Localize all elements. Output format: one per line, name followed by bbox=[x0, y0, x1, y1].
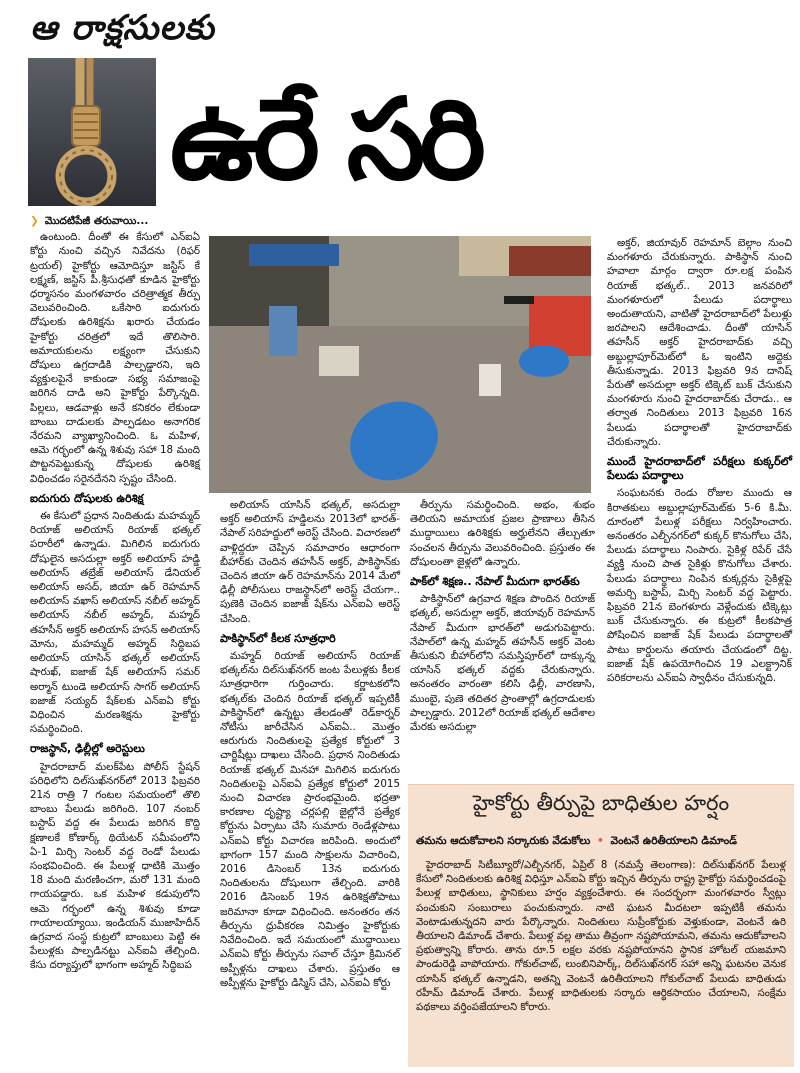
subheading: ముందే హైదరాబాద్‌లో పరీక్షలు కుక్కర్‌లో పేలుడు పదార్థాలు bbox=[607, 455, 792, 483]
subheading: రాజస్థాన్, ఢిల్లీల్లో అరెస్టులు bbox=[30, 742, 145, 756]
subheading: పాకిస్థాన్‌లో కీలక సూత్రధారి bbox=[220, 631, 336, 645]
paragraph: అక్తర్, జియావుర్ రెహమాన్ బెల్గాం నుంచి మంగళూరు చేరుకున్నారు. పాకిస్థాన్ నుంచి హవాలా మార్గం ద్వారా రూ.లక్ష పంపిన రియాజ్ భత్కల్.. 2013 జనవరిలో మంగళూరులో పేలుడు పదార్థాలు అందుతాయని, వాటితో హైదరాబాద్‌లో పేలుళ్లు జరపాలని ఆదేశించాడు. దీంతో యాసిన్ తహసీన్ అక్తర్ హైదరాబాద్‌కు వచ్చి అబ్దుల్లాపూర్‌మెట్‌లో ఓ ఇంటిని అద్దెకు తీసుకున్నాడు. 2013 ఫిబ్రవరి 9న దానిష్ పేరుతో అసదుల్లా అక్తర్ టిక్కెట్ బుక్ చేసుకుని మంగళూరు నుంచి హైదరాబాద్‌కు చేరాడు.. ఆ తర్వాత నిందితులు 2013 ఫిబ్రవరి 16న పేలుడు పదార్థాలతో హైదరాబాద్‌కు చేరుకున్నారు. bbox=[607, 237, 792, 448]
noose-image bbox=[28, 58, 156, 206]
noose-icon bbox=[28, 58, 156, 206]
paragraph: తీర్పును సమర్థించింది. అభం, శుభం తెలియని అమాయక ప్రజల ప్రాణాలు తీసిన ముద్దాయిలు ఉరిశిక్షకు అర్హులేనని తేల్చుతూ సంచలన తీర్పును వెలువరించింది. ప్రస్తుతం ఈ దోషులంతా జైళ్లలో ఉన్నారు. bbox=[410, 499, 595, 568]
box-title: హైకోర్టు తీర్పుపై బాధితుల హర్షం bbox=[472, 791, 730, 815]
blast-site-photo bbox=[209, 236, 591, 493]
paragraph: అలియాస్ యాసిన్ భత్కల్, అసదుల్లా అక్తర్ అలియాస్ హడ్డిలను 2013లో భారత్-నేపాల్ సరిహద్దులో అరెస్ట్ చేసింది. విచారణలో వాళ్లిద్దరూ చెప్పిన సమాచారం ఆధారంగా బీహార్‌కు చెందిన తహసీన్ అక్తర్, పాకిస్థాన్‌కు చెందిన జియా ఉర్ రెహమాన్‌ను 2014 మేలో ఢిల్లీ పోలీసులు రాజస్థాన్‌లో అరెస్ట్ చేయగా.. పుణెకి చెందిన ఐజాజ్ షేక్‌ను ఎన్ఐఏ అరెస్ట్ చేసింది. bbox=[220, 499, 400, 625]
paragraph: ఉంటుంది. దీంతో ఈ కేసులో ఎన్ఐఏ కోర్టు నుంచి వచ్చిన నివేదను (రిఫర్ ట్రయల్) హైకోర్టు ఆమోదిస్తూ జస్టిస్ కే లక్ష్మణ్, జస్టిస్ పీ.శ్రీసుధతో కూడిన హైకోర్టు ధర్మాసనం మంగళవారం చరిత్రాత్మక తీర్పు వెలువరించింది. ఒకేసారి ఐదుగురు దోషులకు ఉరిశిక్షను ఖరారు చేయడం హైకోర్టు చరిత్రలో ఇదే తొలిసారి. అమాయకులను లక్ష్యంగా చేసుకుని దోషులు ఉగ్రదాడికి పాల్పడ్డారని, ఇది వ్యక్తులపైనే కాకుండా సభ్య సమాజంపై జరిగిన దాడి అని హైకోర్టు పేర్కొన్నది. పిల్లలు, ఆడవాళ్లు అనే కనికరం లేకుండా బాంబు దాడులకు పాల్పడటం అనాగరిక నేరమని వ్యాఖ్యానించింది. ఓ మహిళ, ఆమె గర్భంలో ఉన్న శిశువు సహా 18 మంది పొట్టనపెట్టుకున్న దోషులకు ఉరిశిక్ష విధించడం సరైనదేనని స్పష్టం చేసింది. bbox=[30, 231, 200, 485]
paragraph: సంఘటనకు రెండు రోజుల ముందు ఆ కిరాతకులు అబ్దుల్లాపూర్‌మెట్‌కు 5-6 కి.మీ. దూరంలో పేలుళ్ల పరీక్షలు నిర్వహించారు. అనంతరం ఎల్బీనగర్‌లో కుక్కర్ కొనుగోలు చేసి, పేలుడు పదార్థాలు నింపారు. సైకిళ్ల రిపేర్ చేసే వ్యక్తి నుంచి పాత సైకిళ్లు కొనుగోలు చేశారు. పేలుడు పదార్థాలు నింపిన కుక్కర్లను సైకిళ్లపై అమర్చి బస్టాప్, మిర్చి సెంటర్ వద్ద పెట్టారు. ఫిబ్రవరి 21న బెంగళూరు వెళ్లేందుకు టిక్కెట్లు బుక్ చేసుకున్నారు. ఈ కుట్రలో కీలకపాత్ర పోషించిన ఐజాజ్ షేక్ పేలుడు పదార్థాలతో పాటు కార్డులను తయారు చేయడంలో దిట్ట. ఐజాజ్ షేక్ ఉపయోగించిన 19 ఎలక్ట్రానిక్ పరికరాలను ఎన్ఐఏ స్వాధీనం చేసుకున్నది. bbox=[607, 487, 792, 685]
paragraph: హైదరాబాద్ సిటీబ్యూరో/ఎల్బీనగర్, ఏప్రిల్ 8 (నమస్తే తెలంగాణ): దిల్‌సుఖ్‌నగర్ పేలుళ్ల కేసులో నిందితులకు ఉరిశిక్ష విధిస్తూ ఎన్ఐఏ కోర్టు ఇచ్చిన తీర్పును రాష్ట్ర హైకోర్టు సమర్థించడంపై పేలుళ్ల బాధితులు, స్థానికులు హర్షం వ్యక్తంచేశారు. ఈ సందర్భంగా మంగళవారం స్వీట్లు పంచుకుని సంబురాలు పంచుకున్నారు. నాటి ఘటన మీదటలా ఇప్పటికీ తమను వెంటాడుతున్నదని వారు పేర్కొన్నారు. నిందితులు సుప్రీంకోర్టుకు వెళ్తుకుండా, వెంటనే ఉరి తీయాలని డిమాండ్ చేశారు. పేలుళ్ల వల్ల తాము తీవ్రంగా నష్టపోయామని, తమను ఆదుకోవాలని ప్రభుత్వాన్ని కోరారు. తాను రూ.5 లక్షల వరకు నష్టపోయానని స్థానిక హోటల్ యజమాని పాండురెడ్డి వాపోయారు. గోకుల్‌చాట్, లుంబినిపార్క్, దిల్‌సుఖ్‌నగర్ సహా అన్ని ఘటనల వెనుక యాసిన్ భత్కల్ ఉన్నాడని, అతన్ని వెంటనే ఉరితీయాలని గోకుల్‌చాట్ పేలుడు బాధితుడు రహీమ్ డిమాండ్ చేశారు. పేలుళ్ల బాధితులకు సర్కారు ఆర్థికసాయం చేయాలని, సంక్షేమ పథకాలు వర్తింపజేయాలని కోరారు. bbox=[416, 860, 786, 1014]
box-body bbox=[416, 859, 786, 1015]
box-subheading bbox=[416, 835, 788, 850]
headline-kicker: ఆ రాక్షసులకు bbox=[30, 8, 215, 48]
box-sub-right: వెంటనే ఉరితీయాలని డిమాండ్ bbox=[610, 835, 737, 847]
box-sub-left: తమను ఆదుకోవాలని సర్కారుకు వేడుకోలు bbox=[416, 835, 591, 847]
column-2 bbox=[220, 498, 400, 992]
column-3 bbox=[410, 498, 595, 736]
subheading: ఐదుగురు దోషులకు ఉరిశిక్ష bbox=[30, 491, 144, 505]
chevron-right-icon: ❯ bbox=[30, 215, 39, 227]
photo-illustration bbox=[209, 236, 591, 493]
subheading: పాక్‌లో శిక్షణ.. నేపాల్ మీదుగా భారత్‌కు bbox=[410, 575, 580, 589]
continuation-label bbox=[30, 214, 200, 228]
paragraph: పాకిస్థాన్‌లో ఉగ్రవాద శిక్షణ పొందిన రియాజ్ భత్కల్, అసదుల్లా అక్తర్, జియావుర్ రెహమాన్ నేపాల్ మీదుగా భారత్‌లో అడుగుపెట్టారు. నేపాల్‌లో ఉన్న మహ్మద్ తహసీన్ అక్తర్ వెంట తీసుకుని బీహార్‌లోని సమస్తిపూర్‌లో దాక్కున్న యాసిన్ భత్కల్ వద్దకు చేరుకున్నారు. అనంతరం వారంతా కలిసి ఢిల్లీ, వారణాసి, ముంబై, పుణె తదితర ప్రాంతాల్లో ఉగ్రదాడులకు పాల్పడ్డారు. 2012లో రియాజ్ భత్కల్ ఆదేశాల మేరకు అసదుల్లా bbox=[410, 593, 595, 734]
paragraph: హైదరాబాద్ మలక్‌పేట పోలీస్ స్టేషన్ పరిధిలోని దిల్‌సుఖ్‌నగర్‌లో 2013 ఫిబ్రవరి 21న రాత్రి 7 గంటల సమయంలో తొలి బాంబు పేలుడు జరిగింది. 107 నంబర్ బస్టాప్ వద్ద ఈ పేలుడు జరిగిన కొద్ది క్షణాలకే కోణార్క్ థియేటర్ సమీపంలోని ఏ-1 మిర్చి సెంటర్ వద్ద రెండో పేలుడు సంభవించింది. ఈ పేలుళ్ల ధాటికి మొత్తం 18 మంది మరణించగా, మరో 131 మంది గాయపడ్డారు. ఒక మహిళ కడుపులోని ఆమె గర్భంలో ఉన్న శిశువు కూడా గాయాలయ్యాయి. ఇండియన్ ముజాహిదీన్ ఉగ్రవాద సంస్థ కుట్రలో బాంబులు పెట్టి ఈ పేలుళ్లకు పాల్పడినట్టు ఎన్ఐఏ తేల్చింది. కేసు దర్యాప్తులో భాగంగా అహ్మద్ సిద్ధిబప bbox=[30, 760, 200, 972]
paragraph: మహ్మద్ రియాజ్ అలియాస్ రియాజ్ భత్కల్‌ను దిల్‌సుఖ్‌నగర్ జంట పేలుళ్లకు కీలక సూత్రధారిగా గుర్తించారు. కర్ణాటకలోని భత్కల్‌కు చెందిన రియాజ్ భత్కల్ ఇప్పటికీ పాకిస్థాన్‌లో ఉన్నట్టు తేలడంతో రెడ్‌కార్నర్ నోటీసు జారీచేసిన ఎన్ఐఏ.. మొత్తం ఆరుగురు నిందితులపై ప్రత్యేక కోర్టులో 3 చార్జిషీట్లు దాఖలు చేసింది. ప్రధాన నిందితుడు రియాజ్ భత్కల్ మినహా మిగిలిన ఐదుగురు నిందితులపై ఎన్ఐఏ ప్రత్యేక కోర్టులో 2015 నుంచి విచారణ ప్రారంభమైంది. భద్రతా కారణాల దృష్ట్యా చర్లపల్లి జైల్లోనే ప్రత్యేక కోర్టును ఏర్పాటు చేసి సుమారు రెండేళ్లపాటు ఎన్ఐఏ కోర్టు విచారణ జరిపింది. అందులో భాగంగా 157 మంది సాక్షులను విచారించి, 2016 డిసెంబర్ 13న ఐదుగురు నిందితులను దోషులుగా తేల్చింది. వారికి 2016 డిసెంబర్ 19న ఉరిశిక్షతోపాటు జరిమానా కూడా విధించింది. అనంతరం తన తీర్పును ధ్రువీకరణ నిమిత్తం హైకోర్టుకు నివేదించింది. ఇదే సమయంలో ముద్దాయిలు ఎన్ఐఏ కోర్టు తీర్పును సవాల్ చేస్తూ క్రిమినల్ అప్పీళ్లను దాఖలు చేశారు. ప్రస్తుతం ఆ అప్పీళ్లను హైకోర్టు డిస్మిస్ చేసి, ఎన్ఐఏ కోర్టు bbox=[220, 650, 400, 989]
column-4 bbox=[607, 236, 792, 687]
bullet-separator: • bbox=[597, 835, 604, 847]
main-headline: ఉరే సరి bbox=[170, 75, 480, 205]
continuation-text: మొదటిపేజీ తరువాయి... bbox=[44, 215, 149, 227]
column-1 bbox=[30, 214, 200, 975]
reaction-box bbox=[408, 784, 794, 1067]
paragraph: ఈ కేసులో ప్రధాన నిందితుడు మహమ్మద్ రియాజ్ అలియాస్ రియాజ్ భత్కల్ పరారీలో ఉన్నాడు. మిగిలిన ఐదుగురు దోషులైన అసదుల్లా అక్తర్ అలియాస్ హడ్డి అలియాస్ తబ్రేజ్ అలియాస్ డేనియల్ అలియాస్ అసద్, జియా ఉర్ రెహమాన్ అలియాస్ వఖాస్ అలియాస్ నబీల్ అహ్మద్ అలియాస్ నబీల్ అహ్మద్, మహ్మద్ తహసీన్ అక్తర్ అలియాస్ హసన్ అలియాస్ మోను, మహమ్మద్ అహ్మద్ సిద్ధిబప అలియాస్ యాసిన్ భత్కల్ అలియాస్ షారుఖ్, ఐజాజ్ షేక్ అలియాస్ సమర్ అర్మాన్ టుండె అలియాస్ సాగర్ అలియాస్ ఐజాజ్ సయ్యద్ షేక్‌లకు ఎన్ఐఏ కోర్టు విధించిన మరణశిక్షను హైకోర్టు సమర్థించింది. bbox=[30, 510, 200, 736]
